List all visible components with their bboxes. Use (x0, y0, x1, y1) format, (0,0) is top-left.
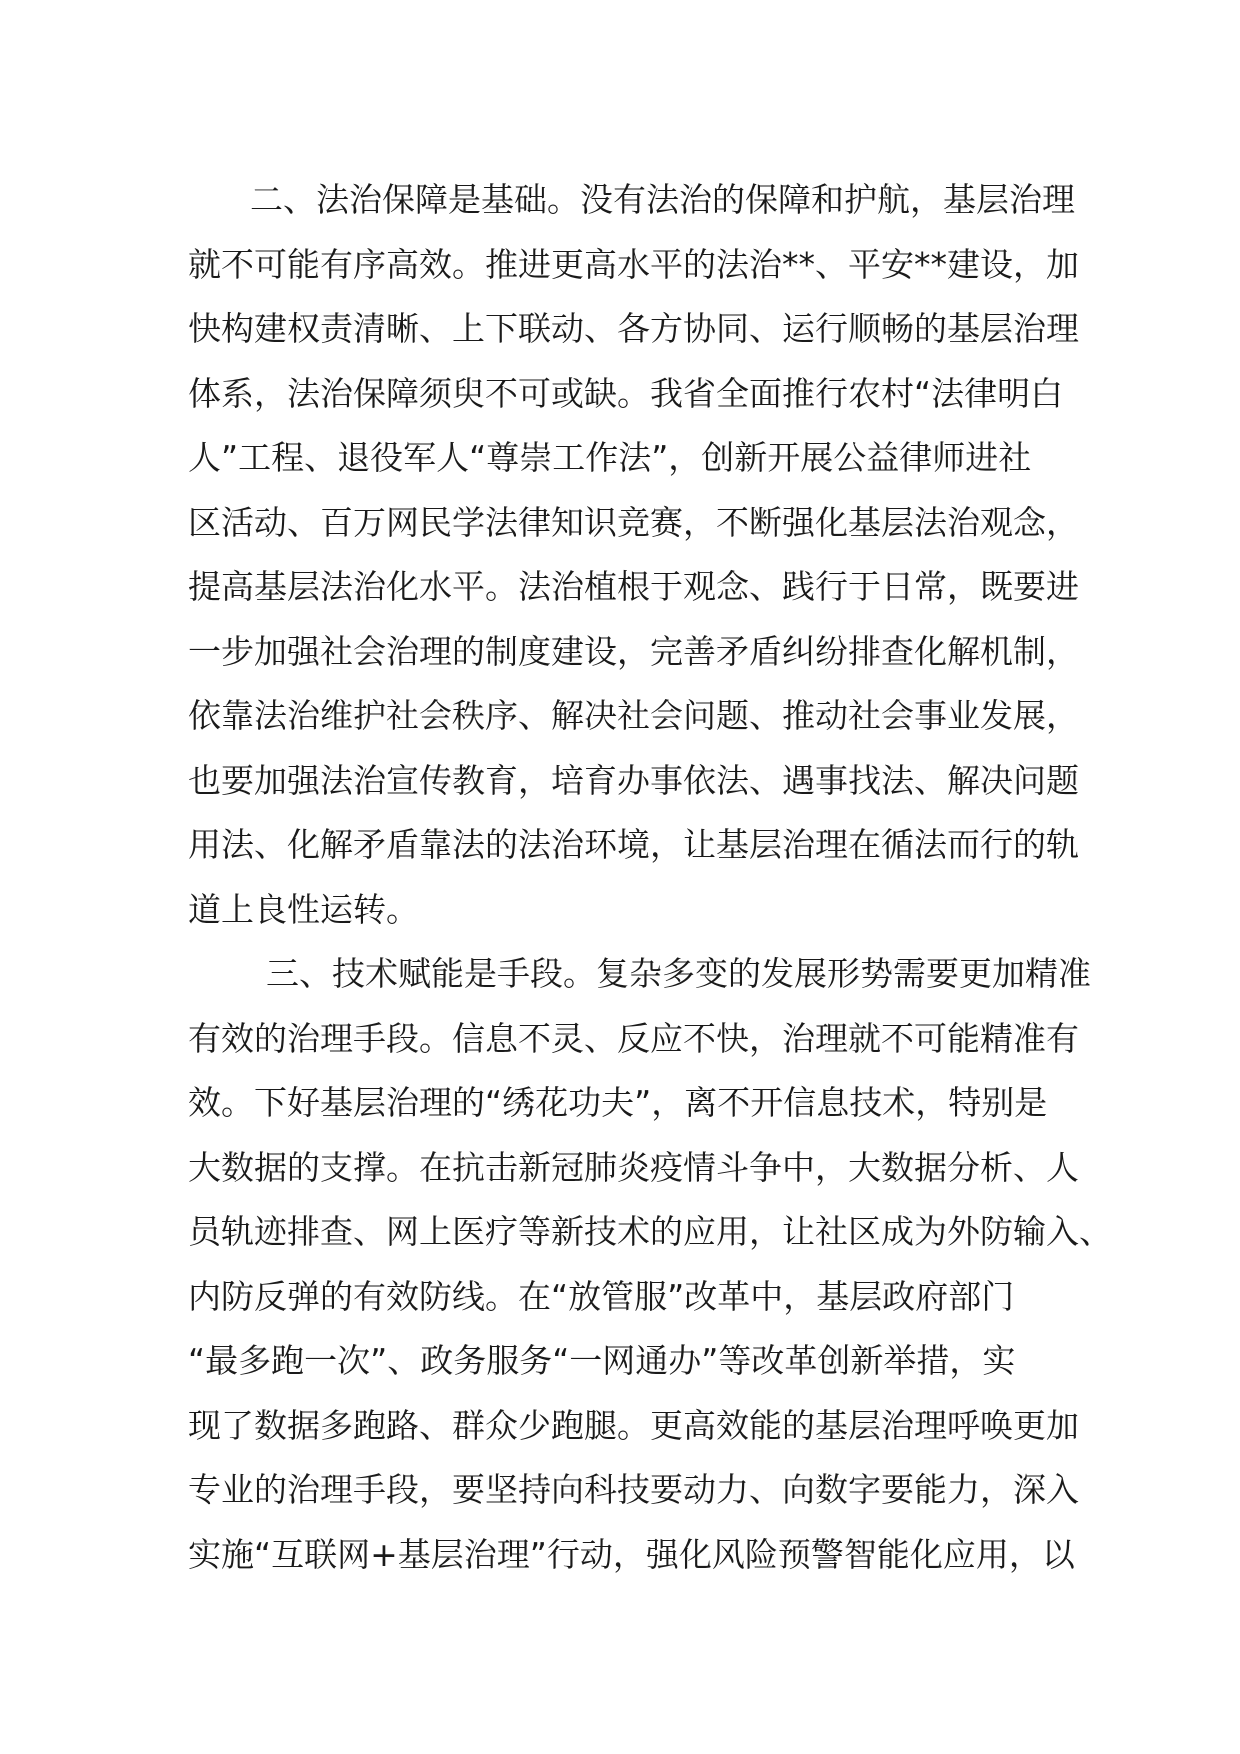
paragraph-line: 二、法治保障是基础。没有法治的保障和护航，基层治理 (250, 180, 1075, 219)
paragraph-line: 实施“互联网+基层治理”行动，强化风险预警智能化应用，以 (188, 1534, 1075, 1574)
paragraph-line: 人”工程、退役军人“尊崇工作法”，创新开展公益律师进社 (188, 438, 1032, 477)
paragraph-section-two (188, 168, 1079, 942)
document-body (188, 168, 1112, 1587)
paragraph-section-three (188, 942, 1112, 1587)
paragraph-line: 体系，法治保障须臾不可或缺。我省全面推行农村“法律明白 (188, 373, 1064, 413)
paragraph-line: 一步加强社会治理的制度建设，完善矛盾纠纷排查化解机制， (188, 631, 1079, 671)
paragraph-line: 区活动、百万网民学法律知识竞赛，不断强化基层法治观念， (188, 502, 1079, 542)
paragraph-line: 效。下好基层治理的“绣花功夫”，离不开信息技术，特别是 (188, 1083, 1048, 1122)
paragraph-line: 大数据的支撑。在抗击新冠肺炎疫情斗争中，大数据分析、人 (188, 1147, 1079, 1187)
paragraph-line: 有效的治理手段。信息不灵、反应不快，治理就不可能精准有 (188, 1018, 1079, 1058)
paragraph-line: 也要加强法治宣传教育，培育办事依法、遇事找法、解决问题 (188, 760, 1079, 800)
paragraph-line: 道上良性运转。 (188, 889, 419, 929)
paragraph-line: 提高基层法治化水平。法治植根于观念、践行于日常，既要进 (188, 567, 1079, 606)
paragraph-line: 就不可能有序高效。推进更高水平的法治**、平安**建设，加 (188, 244, 1079, 284)
paragraph-line: 现了数据多跑路、群众少跑腿。更高效能的基层治理呼唤更加 (188, 1405, 1079, 1445)
paragraph-line: 内防反弹的有效防线。在“放管服”改革中，基层政府部门 (188, 1276, 1015, 1316)
paragraph-line: 员轨迹排查、网上医疗等新技术的应用，让社区成为外防输入、 (188, 1212, 1112, 1251)
paragraph-line: 依靠法治维护社会秩序、解决社会问题、推动社会事业发展， (188, 696, 1079, 735)
paragraph-line: 三、技术赋能是手段。复杂多变的发展形势需要更加精准 (266, 954, 1091, 993)
paragraph-line: 专业的治理手段，要坚持向科技要动力、向数字要能力，深入 (188, 1470, 1079, 1509)
paragraph-line: “最多跑一次”、政务服务“一网通办”等改革创新举措，实 (188, 1341, 1016, 1380)
paragraph-line: 快构建权责清晰、上下联动、各方协同、运行顺畅的基层治理 (188, 309, 1079, 348)
paragraph-line: 用法、化解矛盾靠法的法治环境，让基层治理在循法而行的轨 (188, 825, 1079, 864)
